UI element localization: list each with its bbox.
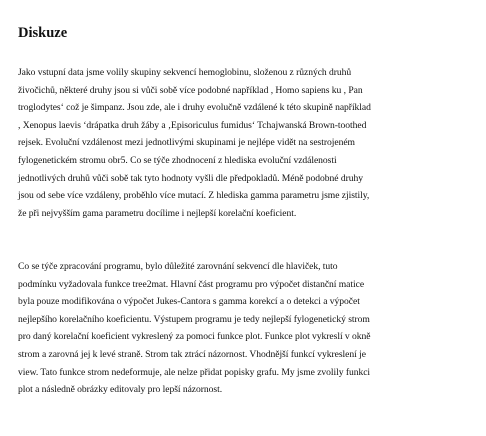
text-line: fylogenetickém stromu obr5. Co se týče zhodnocení z hlediska evoluční vzdálenosti: [18, 154, 337, 166]
text-line: , Xenopus laevis ‘drápatka druh žáby a ‚Episoriculus fumidus‘ Tchajwanská Brown-toothed: [18, 119, 367, 131]
text-line: že při nejvyšším gama parametru docílime i nejlepší korelační koeficient.: [18, 207, 297, 219]
text-line: Jako vstupní data jsme volily skupiny sekvencí hemoglobinu, složenou z různých druhů: [18, 67, 352, 78]
text-line: podmínku vyžadovala funkce tree2mat. Hlavní část programu pro výpočet distanční matice: [18, 278, 365, 290]
paragraph-2: [18, 258, 478, 399]
text-line: jednotlivých druhů vůči sobě tak tyto hodnoty vyšli dle předpokladů. Méně podobné druhy: [18, 172, 363, 184]
text-line: rejsek. Evoluční vzdálenost mezi jednotlivými skupinami je nejlépe vidět na sestrojeném: [18, 137, 355, 149]
text-line: pro daný korelační koeficient vykreslený za pomoci funkce plot. Funkce plot vykreslí v okně: [18, 331, 371, 343]
text-line: troglodytes‘ což je šimpanz. Jsou zde, ale i druhy evolučně vzdálené k této skupině například: [18, 102, 371, 114]
text-line: byla pouze modifikována o výpočet Jukes-Cantora s gamma korekcí a o detekci a výpočet: [18, 296, 360, 308]
text-line: strom a zarovná jej k levé straně. Strom tak ztrácí názornost. Vhodnější funkcí vykreslení je: [18, 348, 366, 360]
text-line: živočichů, některé druhy jsou si vůči sobě více podobné například , Homo sapiens ku , Pan: [18, 84, 363, 96]
section-heading: Diskuze: [18, 25, 68, 41]
text-line: Co se týče zpracování programu, bylo důležité zarovnání sekvencí dle hlaviček, tuto: [18, 261, 338, 272]
text-line: nejlepšího korelačního koeficientu. Výstupem programu je tedy nejlepší fylogenetický strom: [18, 313, 370, 325]
text-line: plot a následně obrázky editovaly pro lepší názornost.: [18, 384, 223, 396]
text-line: jsou od sebe více vzdáleny, proběhlo více mutací. Z hlediska gamma parametru jsme zjistily,: [18, 190, 370, 202]
paragraph-1: [18, 64, 478, 222]
text-line: view. Tato funkce strom nedeformuje, ale nelze přidat popisky grafu. My jsme zvolily funkci: [18, 366, 371, 378]
